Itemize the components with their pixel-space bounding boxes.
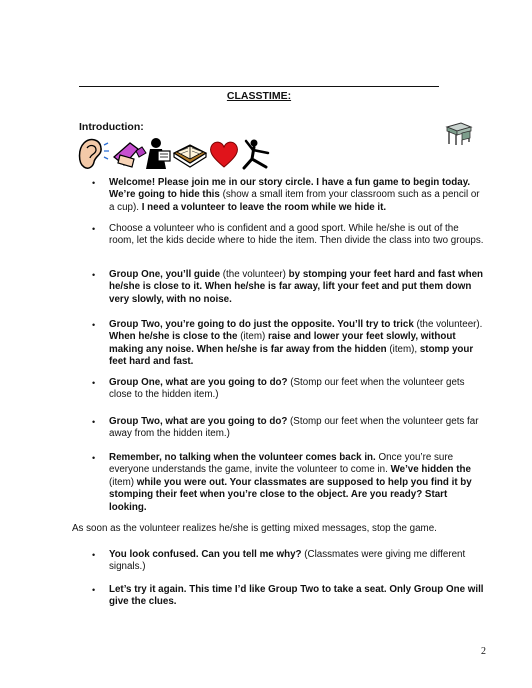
heart-icon (211, 142, 238, 167)
page-title: CLASSTIME: (226, 90, 292, 102)
bullet-text: Group Two, you’re going to do just the opposite. You’ll try to trick (the volunteer). When he/she is close to the (item) raise and lower your feet slowly, without making any noise. When he/she is far away from the hidden (item), stomp your feet hard and fast. (109, 319, 483, 368)
bullet-text: Remember, no talking when the volunteer comes back in. Once you’re sure everyone understands the game, invite the volunteer to come in. We’ve hidden the (item) while you were out. Your classmates are supposed to help you find it by stomping their feet when you’re close to the object. Are you ready? Start looking. (109, 452, 472, 513)
bullet-marker: • (92, 224, 96, 234)
introduction-heading: Introduction: (79, 121, 144, 133)
reader-icon (146, 138, 170, 169)
bullet-marker: • (92, 585, 96, 595)
hands-icon (114, 143, 146, 167)
bullet-marker: • (92, 453, 96, 463)
bullet-marker: • (92, 550, 96, 560)
stretching-figure-icon (244, 140, 268, 169)
ear-icon (80, 140, 110, 169)
bullet-marker: • (92, 178, 96, 188)
page-number: 2 (481, 646, 486, 657)
bullet-text: You look confused. Can you tell me why? (Classmates were giving me different signals.) (109, 549, 466, 573)
bullet-text: Welcome! Please join me in our story circle. I have a fun game to begin today. We’re going to hide this (show a small item from your classroom such as a pencil or a cup). I need a volunteer to leave the room while we hide it. (109, 177, 480, 213)
bullet-marker: • (92, 378, 96, 388)
bullet-text: Group Two, what are you going to do? (Stomp our feet when the volunteer gets far away from the hidden item.) (109, 416, 479, 440)
bullet-text: Group One, you’ll guide (the volunteer) by stomping your feet hard and fast when he/she is close to it. When he/she is far away, lift your feet and put them down very slowly, with no noise. (109, 269, 483, 305)
bullet-text: Choose a volunteer who is confident and a good sport. While he/she is out of the room, let the kids decide where to hide the item. Then divide the class into two groups. (109, 223, 484, 247)
activity-icons-strip (76, 135, 276, 171)
bullet-marker: • (92, 270, 96, 280)
bullet-marker: • (92, 417, 96, 427)
header-rule (79, 86, 439, 87)
school-desk-icon (444, 118, 474, 146)
bullet-marker: • (92, 320, 96, 330)
book-icon (174, 145, 206, 167)
bullet-text: Group One, what are you going to do? (Stomp our feet when the volunteer gets close to the hidden item.) (109, 377, 465, 401)
bullet-text: Let’s try it again. This time I’d like Group Two to take a seat. Only Group One will give the clues. (109, 584, 484, 608)
instruction-paragraph: As soon as the volunteer realizes he/she is getting mixed messages, stop the game. (72, 523, 437, 534)
